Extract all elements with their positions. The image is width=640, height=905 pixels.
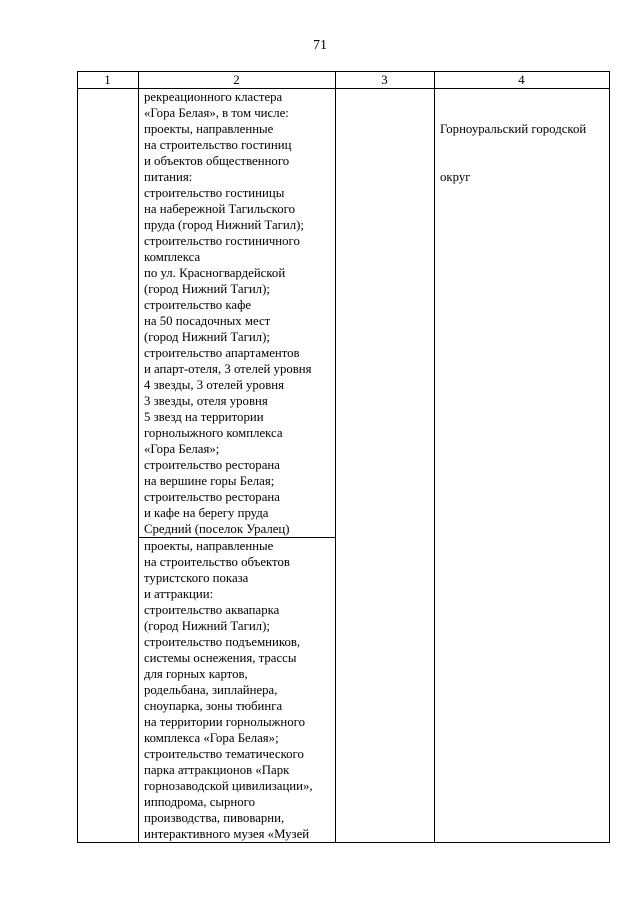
table-border-right: [609, 71, 610, 843]
text-line: для горных картов,: [144, 667, 248, 681]
text-line: проекты, направленные: [144, 539, 274, 553]
text-line: рекреационного кластера: [144, 90, 283, 104]
text-line: питания:: [144, 170, 193, 184]
text-line: комплекса: [144, 250, 201, 264]
document-table: [77, 71, 610, 843]
page-number: 71: [313, 38, 327, 53]
text-line: горнозаводской цивилизации»,: [144, 779, 313, 793]
table-border-bottom: [77, 842, 610, 843]
text-line: 3 звезды, отеля уровня: [144, 394, 268, 408]
table-border-left: [77, 71, 78, 843]
text-line: комплекса «Гора Белая»;: [144, 731, 279, 745]
text-line: на набережной Тагильского: [144, 202, 295, 216]
text-line: горнолыжного комплекса: [144, 426, 283, 440]
text-line: и кафе на берегу пруда: [144, 506, 269, 520]
text-line: производства, пивоварни,: [144, 811, 285, 825]
project-description-block-2: [144, 538, 313, 842]
text-line: «Гора Белая»;: [144, 442, 220, 456]
column-header-1: 1: [104, 73, 111, 87]
text-line: на строительство гостиниц: [144, 138, 292, 152]
text-line: на вершине горы Белая;: [144, 474, 275, 488]
text-line: строительство ресторана: [144, 490, 280, 504]
text-line: строительство аквапарка: [144, 603, 280, 617]
text-line: 4 звезды, 3 отелей уровня: [144, 378, 284, 392]
column-header-4: 4: [518, 73, 525, 87]
text-line: проекты, направленные: [144, 122, 274, 136]
text-line: (город Нижний Тагил);: [144, 619, 270, 633]
text-line: и апарт-отеля, 3 отелей уровня: [144, 362, 312, 376]
text-line: строительство ресторана: [144, 458, 280, 472]
text-line: ипподрома, сырного: [144, 795, 255, 809]
text-line: и аттракции:: [144, 587, 214, 601]
text-line: и объектов общественного: [144, 154, 290, 168]
text-line: строительство тематического: [144, 747, 304, 761]
text-line: строительство апартаментов: [144, 346, 300, 360]
text-line: на 50 посадочных мест: [144, 314, 271, 328]
text-line: на строительство объектов: [144, 555, 290, 569]
text-line: интерактивного музея «Музей: [144, 827, 310, 841]
municipality-line: Горноуральский городской: [440, 122, 587, 136]
text-line: строительство гостиничного: [144, 234, 300, 248]
text-line: системы оснежения, трассы: [144, 651, 297, 665]
column-header-3: 3: [381, 73, 388, 87]
text-line: (город Нижний Тагил);: [144, 330, 270, 344]
column-header-2: 2: [233, 73, 240, 87]
municipality-cell: [440, 89, 586, 217]
text-line: строительство гостиницы: [144, 186, 285, 200]
municipality-line: округ: [440, 170, 471, 184]
text-line: строительство кафе: [144, 298, 252, 312]
column-divider-2: [335, 71, 336, 843]
text-line: Средний (поселок Уралец): [144, 522, 290, 536]
column-divider-3: [434, 71, 435, 843]
text-line: сноупарка, зоны тюбинга: [144, 699, 283, 713]
text-line: по ул. Красногвардейской: [144, 266, 286, 280]
text-line: «Гора Белая», в том числе:: [144, 106, 289, 120]
text-line: на территории горнолыжного: [144, 715, 305, 729]
text-line: 5 звезд на территории: [144, 410, 264, 424]
column-divider-1: [138, 71, 139, 843]
text-line: строительство подъемников,: [144, 635, 301, 649]
text-line: (город Нижний Тагил);: [144, 282, 270, 296]
project-description-block-1: [144, 89, 312, 537]
text-line: пруда (город Нижний Тагил);: [144, 218, 304, 232]
text-line: парка аттракционов «Парк: [144, 763, 290, 777]
text-line: туристского показа: [144, 571, 249, 585]
text-line: родельбана, зиплайнера,: [144, 683, 278, 697]
